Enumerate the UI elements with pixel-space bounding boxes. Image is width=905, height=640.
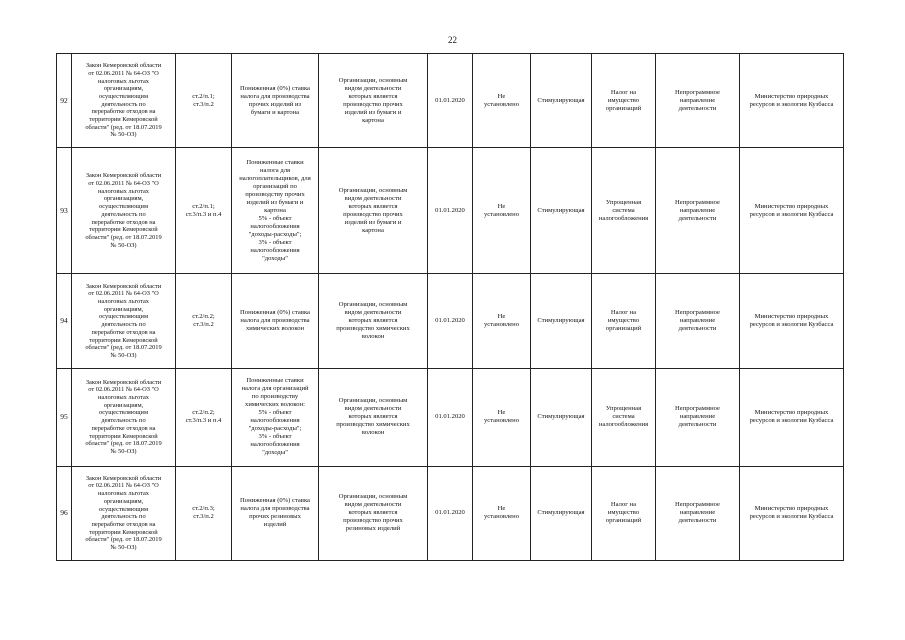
end-date: Не установлено: [473, 368, 531, 466]
benefit-type: Стимулирующая: [531, 466, 592, 560]
law-reference: Закон Кемеровской области от 02.06.2011 № 64-ОЗ "О налоговых льготах организациям, осуществляющим деятельность по переработке отходов на территории Кемеровской области" (ред. от 18.07.2019 № 50-ОЗ): [72, 148, 176, 274]
benefit-type: Стимулирующая: [531, 368, 592, 466]
law-reference: Закон Кемеровской области от 02.06.2011 № 64-ОЗ "О налоговых льготах организациям, осуществляющим деятельность по переработке отходов на территории Кемеровской области" (ред. от 18.07.2019 № 50-ОЗ): [72, 54, 176, 148]
end-date: Не установлено: [473, 54, 531, 148]
recipient-category: Организации, основным видом деятельности которых является производство химических волокон: [319, 274, 428, 368]
page-number: 22: [448, 35, 457, 45]
program-name: Непрограммное направление деятельности: [656, 368, 740, 466]
end-date: Не установлено: [473, 466, 531, 560]
benefit-description: Пониженная (0%) ставка налога для производства прочих изделий из бумаги и картона: [232, 54, 319, 148]
table-row: [57, 148, 844, 274]
law-reference: Закон Кемеровской области от 02.06.2011 № 64-ОЗ "О налоговых льготах организациям, осуществляющим деятельность по переработке отходов на территории Кемеровской области" (ред. от 18.07.2019 № 50-ОЗ): [72, 466, 176, 560]
recipient-category: Организации, основным видом деятельности которых является производство прочих изделий из бумаги и картона: [319, 148, 428, 274]
recipient-category: Организации, основным видом деятельности которых является производство прочих резиновых изделий: [319, 466, 428, 560]
table-row: [57, 368, 844, 466]
tax-name: Налог на имущество организаций: [592, 54, 656, 148]
benefit-description: Пониженные ставки налога для организаций по производству химических волокон: 5% - объект налогообложения "доходы-расходы"; 3% - объект налогообложения "доходы": [232, 368, 319, 466]
row-number: 96: [57, 466, 72, 560]
row-number: 95: [57, 368, 72, 466]
tax-benefits-table: [56, 53, 844, 561]
program-name: Непрограммное направление деятельности: [656, 148, 740, 274]
law-reference: Закон Кемеровской области от 02.06.2011 № 64-ОЗ "О налоговых льготах организациям, осуществляющим деятельность по переработке отходов на территории Кемеровской области" (ред. от 18.07.2019 № 50-ОЗ): [72, 274, 176, 368]
curator-name: Министерство природных ресурсов и экологии Кузбасса: [740, 466, 844, 560]
law-reference: Закон Кемеровской области от 02.06.2011 № 64-ОЗ "О налоговых льготах организациям, осуществляющим деятельность по переработке отходов на территории Кемеровской области" (ред. от 18.07.2019 № 50-ОЗ): [72, 368, 176, 466]
end-date: Не установлено: [473, 274, 531, 368]
benefit-type: Стимулирующая: [531, 54, 592, 148]
row-number: 93: [57, 148, 72, 274]
benefit-type: Стимулирующая: [531, 148, 592, 274]
program-name: Непрограммное направление деятельности: [656, 466, 740, 560]
table-row: [57, 466, 844, 560]
row-number: 92: [57, 54, 72, 148]
tax-name: Налог на имущество организаций: [592, 274, 656, 368]
tax-name: Налог на имущество организаций: [592, 466, 656, 560]
program-name: Непрограммное направление деятельности: [656, 54, 740, 148]
start-date: 01.01.2020: [428, 54, 473, 148]
recipient-category: Организации, основным видом деятельности которых является производство химических волокон: [319, 368, 428, 466]
program-name: Непрограммное направление деятельности: [656, 274, 740, 368]
start-date: 01.01.2020: [428, 274, 473, 368]
row-number: 94: [57, 274, 72, 368]
start-date: 01.01.2020: [428, 466, 473, 560]
curator-name: Министерство природных ресурсов и экологии Кузбасса: [740, 148, 844, 274]
benefit-description: Пониженная (0%) ставка налога для производства прочих резиновых изделий: [232, 466, 319, 560]
benefit-description: Пониженная (0%) ставка налога для производства химических волокон: [232, 274, 319, 368]
benefit-type: Стимулирующая: [531, 274, 592, 368]
tax-name: Упрощенная система налогообложения: [592, 148, 656, 274]
table-row: [57, 274, 844, 368]
end-date: Не установлено: [473, 148, 531, 274]
article-reference: ст.2/п.2; ст.3/п.2: [176, 274, 232, 368]
table-row: [57, 54, 844, 148]
article-reference: ст.2/п.3; ст.3/п.2: [176, 466, 232, 560]
curator-name: Министерство природных ресурсов и экологии Кузбасса: [740, 274, 844, 368]
tax-name: Упрощенная система налогообложения: [592, 368, 656, 466]
article-reference: ст.2/п.2; ст.3/п.3 и п.4: [176, 368, 232, 466]
curator-name: Министерство природных ресурсов и экологии Кузбасса: [740, 54, 844, 148]
article-reference: ст.2/п.1; ст.3/п.2: [176, 54, 232, 148]
benefit-description: Пониженные ставки налога для налогоплательщиков, для организаций по производству прочих изделий из бумаги и картона 5% - объект налогообложения "доходы-расходы"; 3% - объект налогообложения "доходы": [232, 148, 319, 274]
article-reference: ст.2/п.1; ст.3/п.3 и п.4: [176, 148, 232, 274]
recipient-category: Организации, основным видом деятельности которых является производство прочих изделий из бумаги и картона: [319, 54, 428, 148]
start-date: 01.01.2020: [428, 368, 473, 466]
curator-name: Министерство природных ресурсов и экологии Кузбасса: [740, 368, 844, 466]
start-date: 01.01.2020: [428, 148, 473, 274]
